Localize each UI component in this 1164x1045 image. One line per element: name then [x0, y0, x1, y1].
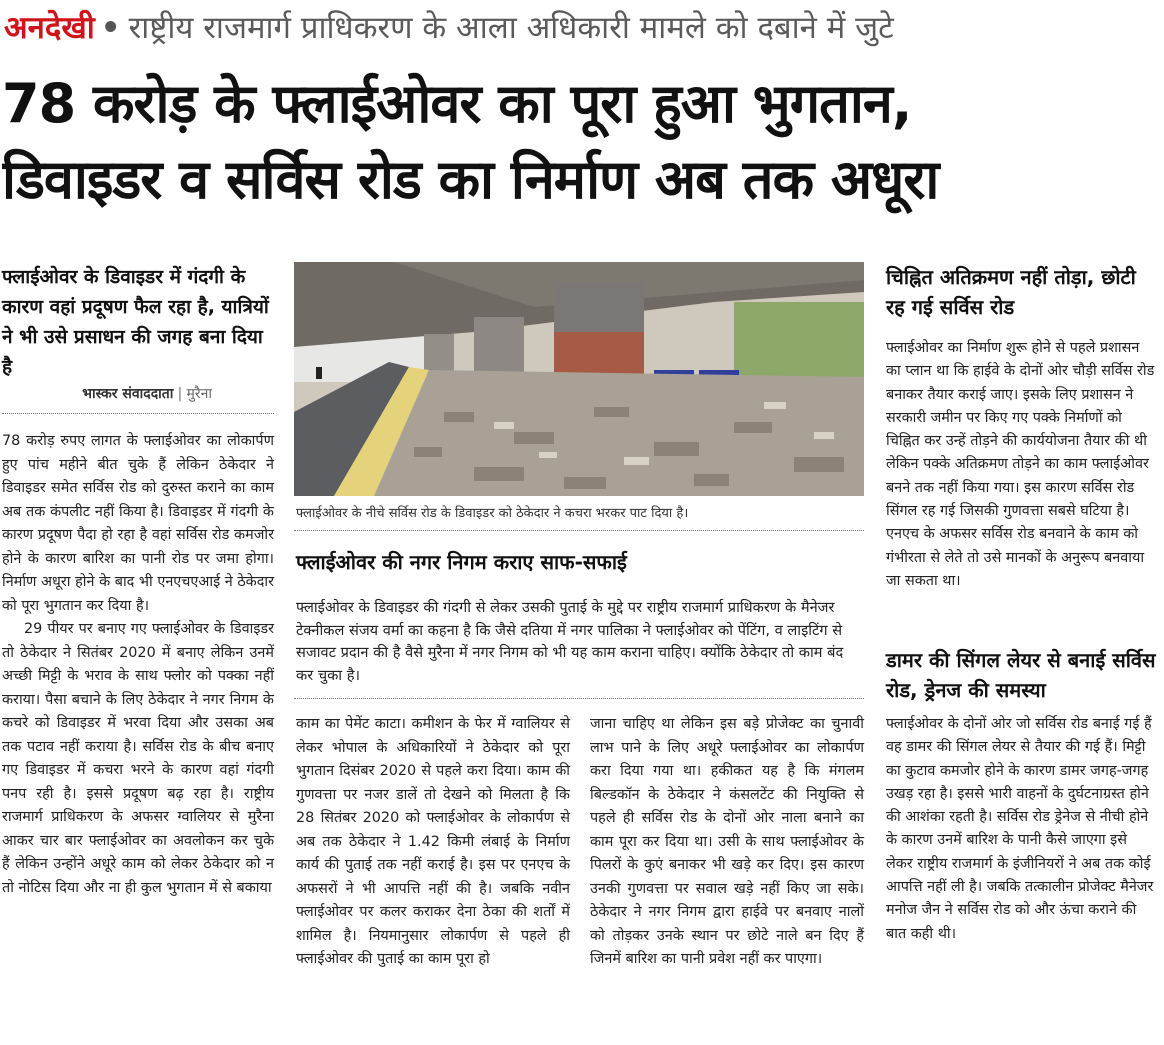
center-box-divider	[294, 698, 864, 699]
kicker-dot: •	[100, 10, 121, 46]
center-box-text: फ्लाईओवर के डिवाइडर की गंदगी से लेकर उसकी पुताई के मुद्दे पर राष्ट्रीय राजमार्ग प्राधिकरण के मैनेजर टेक्नीकल संजय वर्मा का कहना है कि जैसे दतिया में नगर पालिका ने फ्लाईओवर को पेंटिंग, व लाइटिंग से सजावट प्रदान की है वैसे मुरैना में नगर निगम को भी यह काम कराना चाहिए। क्योंकि ठेकेदार तो काम बंद कर चुका है।	[296, 599, 844, 684]
flyover-photo-drawing	[294, 262, 864, 496]
byline	[2, 384, 212, 403]
right-heading-1: चिह्नित अतिक्रमण नहीं तोड़ा, छोटी रह गई सर्विस रोड	[886, 265, 1136, 319]
byline-separator: |	[177, 386, 183, 402]
right-text-1: फ्लाईओवर का निर्माण शुरू होने से पहले प्रशासन का प्लान था कि हाईवे के दोनों ओर चौड़ी सर्विस रोड बनाकर तैयार कराई जाए। इसके लिए प्रशासन ने सरकारी जमीन पर किए गए पक्के निर्माणों को चिह्नित कर उन्हें तोड़ने की कार्ययोजना तैयार की थी लेकिन पक्के अतिक्रमण तोड़ने का काम फ्लाईओवर बनने तक नहीं किया गया। इस कारण सर्विस रोड सिंगल रह गई जिसकी गुणवत्ता सबसे घटिया है। एनएच के अफसर सर्विस रोड बनवाने के काम को गंभीरता से लेते तो उसे मानकों के अनुरूप बनवाया जा सकता था।	[886, 340, 1155, 589]
caption-divider	[294, 530, 864, 531]
left-paragraph-2: 29 पीयर पर बनाए गए फ्लाईओवर के डिवाइडर तो ठेकेदार ने सितंबर 2020 में बनाए लेकिन उनमें अच्छी मिट्टी के भराव के साथ फ्लोर को पक्का नहीं कराया। पैसा बचाने के लिए ठेकेदार ने नगर निगम के कचरे को डिवाइडर में भरवा दिया और उसका अब तक पटाव नहीं कराया है। सर्विस रोड के बीच बनाए गए डिवाइडर में कचरा भरने के कारण वहां गंदगी पनप रही है। इससे प्रदूषण बढ़ रहा है। राष्ट्रीय राजमार्ग प्राधिकरण के अफसर ग्वालियर से मुरैना आकर चार बार फ्लाईओवर का अवलोकन कर चुके हैं लेकिन उन्होंने अधूरे काम को लेकर ठेकेदार को न तो नोटिस दिया और ना ही कुल भुगतान में से बकाया	[2, 621, 274, 896]
headline-line-2: डिवाइडर व सर्विस रोड का निर्माण अब तक अधूरा	[2, 148, 939, 211]
column-2-text: काम का पेमेंट काटा। कमीशन के फेर में ग्वालियर से लेकर भोपाल के अधिकारियों ने ठेकेदार को पूरा भुगतान दिसंबर 2020 से पहले करा दिया। काम की गुणवत्ता पर नजर डालें तो देखने को मिलता है कि 28 सितंबर 2020 को फ्लाईओवर के लोकार्पण से अब तक ठेकेदार ने 1.42 किमी लंबाई के निर्माण कार्य की पुताई तक नहीं कराई है। इस पर एनएच के अफसरों ने भी आपत्ति नहीं की है। जबकि नवीन फ्लाईओवर पर कलर कराकर देना ठेका की शर्तों में शामिल है। नियमानुसार लोकार्पण से पहले ही फ्लाईओवर की पुताई का काम पूरा हो	[296, 716, 570, 967]
column-3-text: जाना चाहिए था लेकिन इस बड़े प्रोजेक्ट का चुनावी लाभ पाने के लिए अधूरे फ्लाईओवर का लोकार्पण करा दिया गया था। हकीकत यह है कि मंगलम बिल्डकॉन के ठेकेदार ने कंसलटेंट की नियुक्ति से पहले ही सर्विस रोड के दोनों ओर नाला बनाने का काम पूरा कर दिया था। उसी के साथ फ्लाईओवर के पिलरों के कुएं बनाकर भी खड़े कर दिए। इस कारण उनकी गुणवत्ता पर सवाल खड़े नहीं किए जा सके। ठेकेदार ने नगर निगम द्वारा हाईवे पर बनवाए नालों को तोड़कर उनके स्थान पर छोटे नाले बन दिए हैं जिनमें बारिश का पानी प्रवेश नहीं कर पाएगा।	[590, 716, 864, 967]
photo-caption: फ्लाईओवर के नीचे सर्विस रोड के डिवाइडर को ठेकेदार ने कचरा भरकर पाट दिया है।	[296, 506, 689, 521]
byline-location: मुरैना	[186, 386, 212, 402]
right-heading-2: डामर की सिंगल लेयर से बनाई सर्विस रोड, ड्रेनज की समस्या	[886, 648, 1156, 702]
left-divider	[2, 413, 274, 414]
left-subhead: फ्लाईओवर के डिवाइडर में गंदगी के कारण वहां प्रदूषण फैल रहा है, यात्रियों ने भी उसे प्रसाधन की जगह बना दिया है	[2, 266, 269, 378]
right-text-2: फ्लाईओवर के दोनों ओर जो सर्विस रोड बनाई गई हैं वह डामर की सिंगल लेयर से तैयार की गई हैं। मिट्टी का कुटाव कमजोर होने के कारण डामर जगह-जगह उखड़ रहा है। इससे भारी वाहनों के दुर्घटनाग्रस्त होने की आशंका रहती है। सर्विस रोड ड्रेनेज से नीची होने के कारण उनमें बारिश के पानी कैसे जाएगा इसे लेकर राष्ट्रीय राजमार्ग के इंजीनियरों ने अब तक कोई आपत्ति नहीं ली है। जबकि तत्कालीन प्रोजेक्ट मैनेजर मनोज जैन ने सर्विस रोड को और ऊंचा कराने की बात कही थी।	[886, 716, 1154, 942]
kicker	[4, 6, 1160, 52]
flyover-photo	[294, 262, 864, 496]
left-article-body	[2, 430, 274, 900]
left-paragraph-1: 78 करोड़ रुपए लागत के फ्लाईओवर का लोकार्पण हुए पांच महीने बीत चुके हैं लेकिन ठेकेदार ने डिवाइडर समेत सर्विस रोड को दुरुस्त कराने का काम अब तक कंपलीट नहीं किया है। डिवाइडर में गंदगी के कारण प्रदूषण पैदा हो रहा है वहां सर्विस रोड कमजोर होने के कारण बारिश का पानी रोड पर जमा होगा। निर्माण अधूरा होने के बाद भी एनएचएआई ने ठेकेदार को पूरा भुगतान कर दिया है।	[2, 433, 274, 614]
headline-line-1: 78 करोड़ के फ्लाईओवर का पूरा हुआ भुगतान,	[2, 72, 912, 135]
kicker-tag: अनदेखी	[4, 10, 95, 46]
byline-reporter: भास्कर संवाददाता	[82, 386, 174, 402]
center-box-heading: फ्लाईओवर की नगर निगम कराए साफ-सफाई	[296, 550, 627, 574]
headline	[2, 66, 1162, 218]
kicker-text: राष्ट्रीय राजमार्ग प्राधिकरण के आला अधिकारी मामले को दबाने में जुटे	[128, 10, 894, 46]
